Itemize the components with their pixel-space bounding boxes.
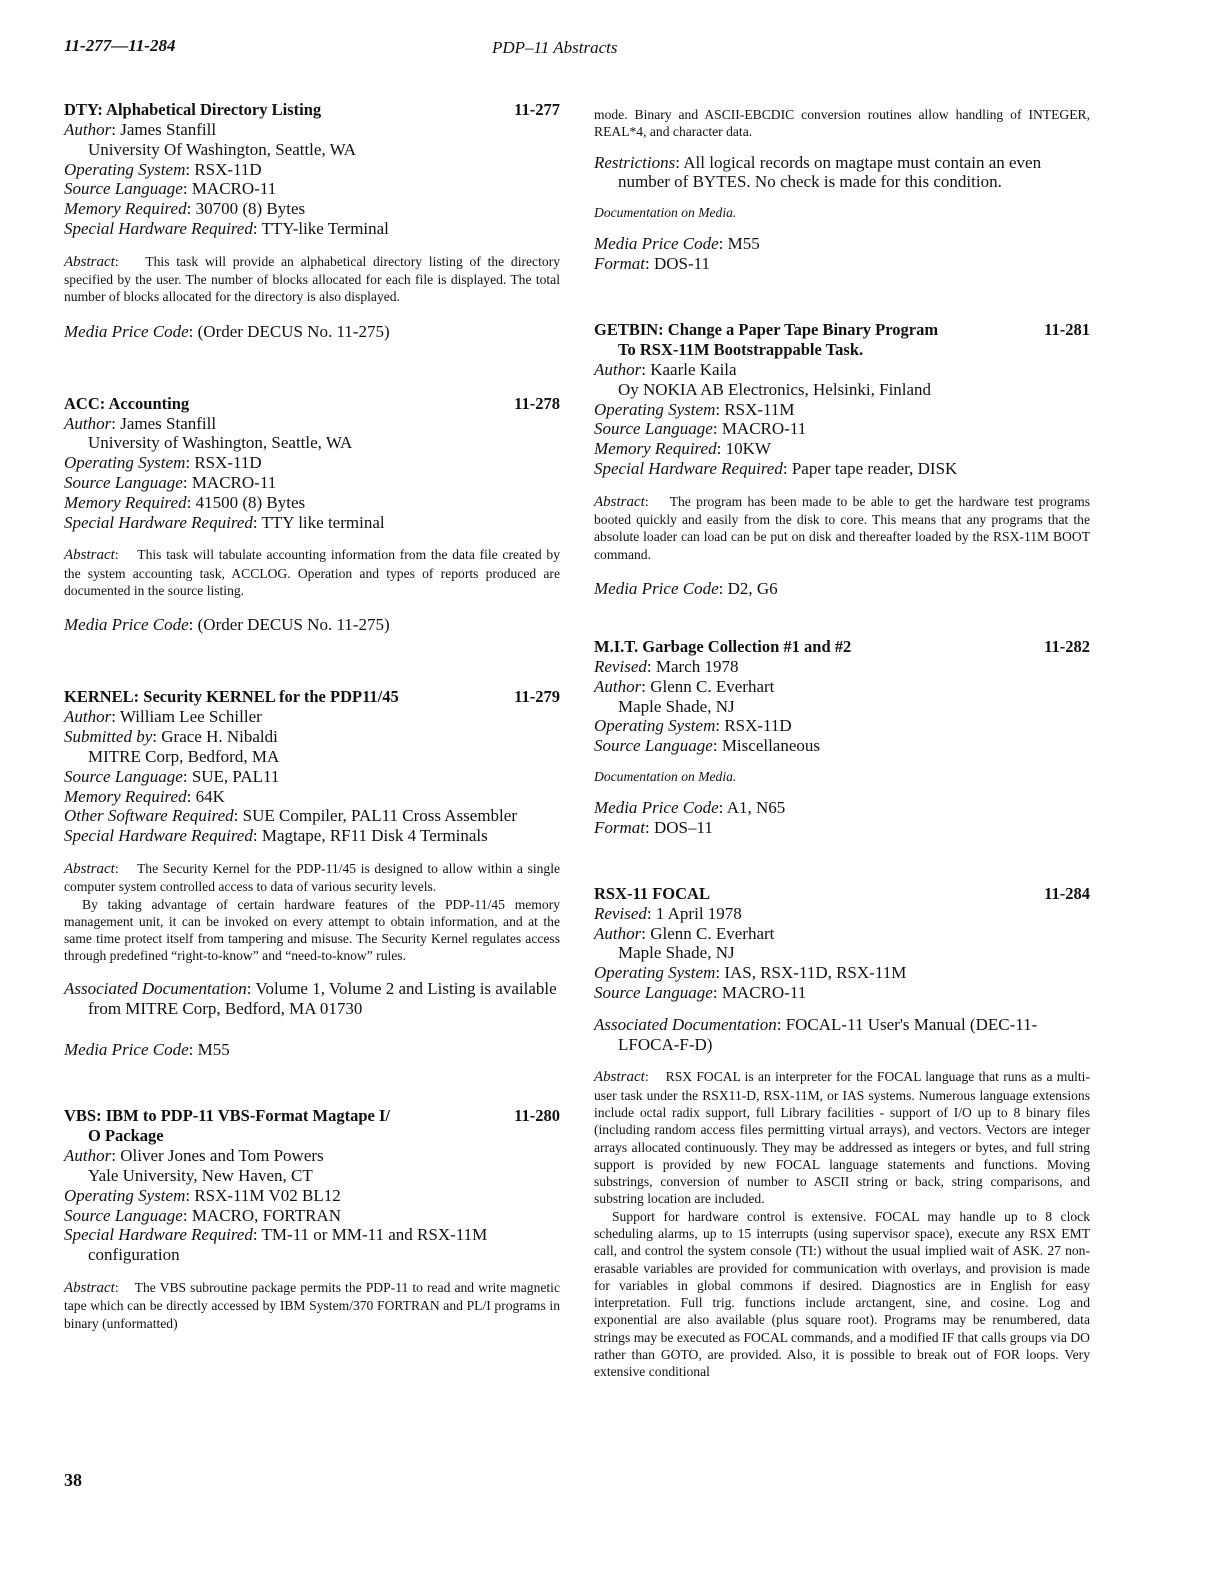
entry-number: 11-277 <box>514 100 560 119</box>
entry-11-280 <box>64 1106 560 1332</box>
memory-field: Memory Required: 10KW <box>594 439 771 459</box>
entry-title: ACC: Accounting <box>64 393 190 413</box>
memory-field: Memory Required: 41500 (8) Bytes <box>64 492 306 512</box>
entry-11-278 <box>64 394 560 636</box>
hardware-field: Special Hardware Required: Magtape, RF11 Disk 4 Terminals <box>64 826 488 846</box>
entry-11-277 <box>64 100 560 342</box>
entry-11-281 <box>594 320 1090 599</box>
language-field: Source Language: Miscellaneous <box>594 736 821 756</box>
entry-title: GETBIN: Change a Paper Tape Binary Program To RSX-11M Bootstrappable Task. <box>594 319 939 359</box>
entry-number: 11-280 <box>514 1106 560 1126</box>
entry-11-280-continued <box>594 106 1090 274</box>
entry-heading <box>594 637 1090 657</box>
language-field: Source Language: MACRO, FORTRAN <box>64 1205 341 1225</box>
restrictions-field: Restrictions: All logical records on magtape must contain an even number of BYTES. No check is made for this condition. <box>594 152 1042 192</box>
affiliation: University of Washington, Seattle, WA <box>88 433 353 453</box>
entry-heading <box>64 1106 560 1146</box>
os-field: Operating System: RSX-11D <box>64 159 262 179</box>
media-price-code: Media Price Code: A1, N65 <box>594 797 786 817</box>
entry-11-279 <box>64 687 560 1060</box>
affiliation: Maple Shade, NJ <box>618 696 735 716</box>
author-field: Author: Kaarle Kaila <box>594 359 737 379</box>
entry-number: 11-281 <box>1044 319 1090 339</box>
other-software-field: Other Software Required: SUE Compiler, PAL11 Cross Assembler <box>64 806 517 826</box>
submitted-by-field: Submitted by: Grace H. Nibaldi <box>64 727 278 747</box>
entry-number: 11-278 <box>514 393 560 413</box>
affiliation: MITRE Corp, Bedford, MA <box>88 746 280 766</box>
entry-heading <box>64 394 560 414</box>
affiliation: Yale University, New Haven, CT <box>88 1166 313 1186</box>
entry-number: 11-284 <box>1044 883 1090 903</box>
abstract: Abstract: This task will tabulate accounting information from the data file created by the system accounting task, ACCLOG. Operation and types of reports produced are documented in the source listing. <box>64 547 560 599</box>
associated-documentation: Associated Documentation: Volume 1, Volume 2 and Listing is available from MITRE Corp, Bedford, MA 01730 <box>64 978 557 1018</box>
left-column <box>64 100 560 1332</box>
format-field: Format: DOS-11 <box>594 254 711 274</box>
hardware-field: Special Hardware Required: TTY like terminal <box>64 512 385 532</box>
entry-title: M.I.T. Garbage Collection #1 and #2 <box>594 636 852 656</box>
language-field: Source Language: MACRO-11 <box>64 179 277 199</box>
entry-number: 11-279 <box>514 687 560 707</box>
affiliation: Oy NOKIA AB Electronics, Helsinki, Finland <box>618 379 932 399</box>
entry-title: RSX-11 FOCAL <box>594 883 710 903</box>
media-price-code: Media Price Code: (Order DECUS No. 11-275) <box>64 321 390 341</box>
abstract: Abstract: The VBS subroutine package permits the PDP-11 to read and write magnetic tape which can be directly accessed by IBM System/370 FORTRAN and PL/I programs in binary (unformatted) <box>64 1280 560 1331</box>
language-field: Source Language: MACRO-11 <box>594 982 807 1002</box>
page-number: 38 <box>64 1470 82 1490</box>
format-field: Format: DOS–11 <box>594 817 713 837</box>
right-column <box>594 100 1090 1381</box>
memory-field: Memory Required: 30700 (8) Bytes <box>64 199 306 219</box>
entry-heading <box>594 320 1090 360</box>
os-field: Operating System: RSX-11D <box>594 716 792 736</box>
media-price-code: Media Price Code: M55 <box>594 234 760 254</box>
abstract: Abstract: The program has been made to be able to get the hardware test programs booted quickly and easily from the disk to core. This means that any programs that the absolute loader can load can be put on disk and thereafter loaded by the RSX-11M BOOT command. <box>594 493 1091 562</box>
os-field: Operating System: RSX-11M V02 BL12 <box>64 1185 341 1205</box>
abstract: Abstract: This task will provide an alphabetical directory listing of the directory specified by the user. The number of blocks allocated for each file is displayed. The total number of blocks allocated for the directory is also displayed. <box>64 253 560 305</box>
author-field: Author: James Stanfill <box>64 413 217 433</box>
entry-title: KERNEL: Security KERNEL for the PDP11/45 <box>64 687 399 707</box>
os-field: Operating System: RSX-11M <box>594 399 795 419</box>
revised-field: Revised: March 1978 <box>594 656 739 676</box>
entry-number: 11-282 <box>1044 636 1090 656</box>
author-field: Author: James Stanfill <box>64 120 217 139</box>
author-field: Author: Glenn C. Everhart <box>594 923 775 943</box>
language-field: Source Language: MACRO-11 <box>594 419 807 439</box>
revised-field: Revised: 1 April 1978 <box>594 903 742 923</box>
entry-heading <box>64 100 560 120</box>
author-field: Author: William Lee Schiller <box>64 707 262 727</box>
media-price-code: Media Price Code: D2, G6 <box>594 578 778 598</box>
hardware-field: Special Hardware Required: Paper tape reader, DISK <box>594 458 958 478</box>
running-head-range: 11-277—11-284 <box>64 36 176 55</box>
entry-heading <box>594 884 1090 904</box>
media-price-code: Media Price Code: (Order DECUS No. 11-275) <box>64 615 390 635</box>
os-field: Operating System: IAS, RSX-11D, RSX-11M <box>594 963 907 983</box>
running-head-title: PDP–11 Abstracts <box>492 38 618 57</box>
os-field: Operating System: RSX-11D <box>64 453 262 473</box>
memory-field: Memory Required: 64K <box>64 786 225 806</box>
media-price-code: Media Price Code: M55 <box>64 1040 230 1060</box>
associated-documentation: Associated Documentation: FOCAL-11 User's Manual (DEC-11-LFOCA-F-D) <box>594 1014 1038 1054</box>
affiliation: University Of Washington, Seattle, WA <box>88 139 357 159</box>
hardware-field: Special Hardware Required: TM-11 or MM-11 and RSX-11M configuration <box>64 1225 488 1265</box>
entry-title: DTY: Alphabetical Directory Listing <box>64 100 322 119</box>
entry-11-284 <box>594 884 1090 1381</box>
hardware-field: Special Hardware Required: TTY-like Terminal <box>64 218 389 238</box>
language-field: Source Language: SUE, PAL11 <box>64 766 280 786</box>
language-field: Source Language: MACRO-11 <box>64 473 277 493</box>
abstract: Abstract: RSX FOCAL is an interpreter for the FOCAL language that runs as a multi-user task under the RSX11-D, RSX-11M, or IAS systems. Numerous language extensions include octal radix support, full Library facilities - support of I/O up to 8 binary files (including random access files permitting virtual arrays), and vectors. Vectors are integer arrays allocated continuously. They may be addressed as integers or bytes, and full string support is provided by new FOCAL language statements and functions. Moving substrings, conversion of number to ASCII string or back, string comparisons, and substring location are included. Support for hardware control is extensive. FOCAL may handle up to 8 clock scheduling alarms, up to 15 interrupts (using supervisor space), execute any RSX EMT call, and control the system console (TI:) without the usual implied wait of ASK. 27 non-erasable variables are provided for communication with overlays, and provision is made for variables in global commons if desired. Diagnostics are in English for easy interpretation. Full trig. functions include arctangent, sine, and cosine. Log and exponential are also available (plus square root). Programs may be renumbered, data strings may be executed as FOCAL commands, and a modified IF that calls groups via DO rather than GOTO, are provided. Also, it is possible to break out of FOR loops. Very extensive conditional <box>594 1069 1090 1380</box>
entry-title: VBS: IBM to PDP-11 VBS-Format Magtape I/ O Package <box>64 1106 391 1146</box>
documentation-note: Documentation on Media. <box>594 205 737 221</box>
author-field: Author: Glenn C. Everhart <box>594 676 775 696</box>
abstract: Abstract: The Security Kernel for the PDP-11/45 is designed to allow within a single computer system controlled access to data of various security levels. By taking advantage of certain hardware features of the PDP-11/45 memory management unit, it can be invoked on every attempt to obtain information, and at the same time protect itself from tampering and misuse. The Security Kernel regulates access through predefined “right-to-know” and “need-to-know” rules. <box>64 860 560 964</box>
abstract-continued: mode. Binary and ASCII-EBCDIC conversion routines allow handling of INTEGER, REAL*4, and character data. <box>594 107 1090 140</box>
entry-11-282 <box>594 637 1090 838</box>
entry-heading <box>64 687 560 707</box>
affiliation: Maple Shade, NJ <box>618 943 735 963</box>
author-field: Author: Oliver Jones and Tom Powers <box>64 1146 324 1166</box>
documentation-note: Documentation on Media. <box>594 768 737 784</box>
